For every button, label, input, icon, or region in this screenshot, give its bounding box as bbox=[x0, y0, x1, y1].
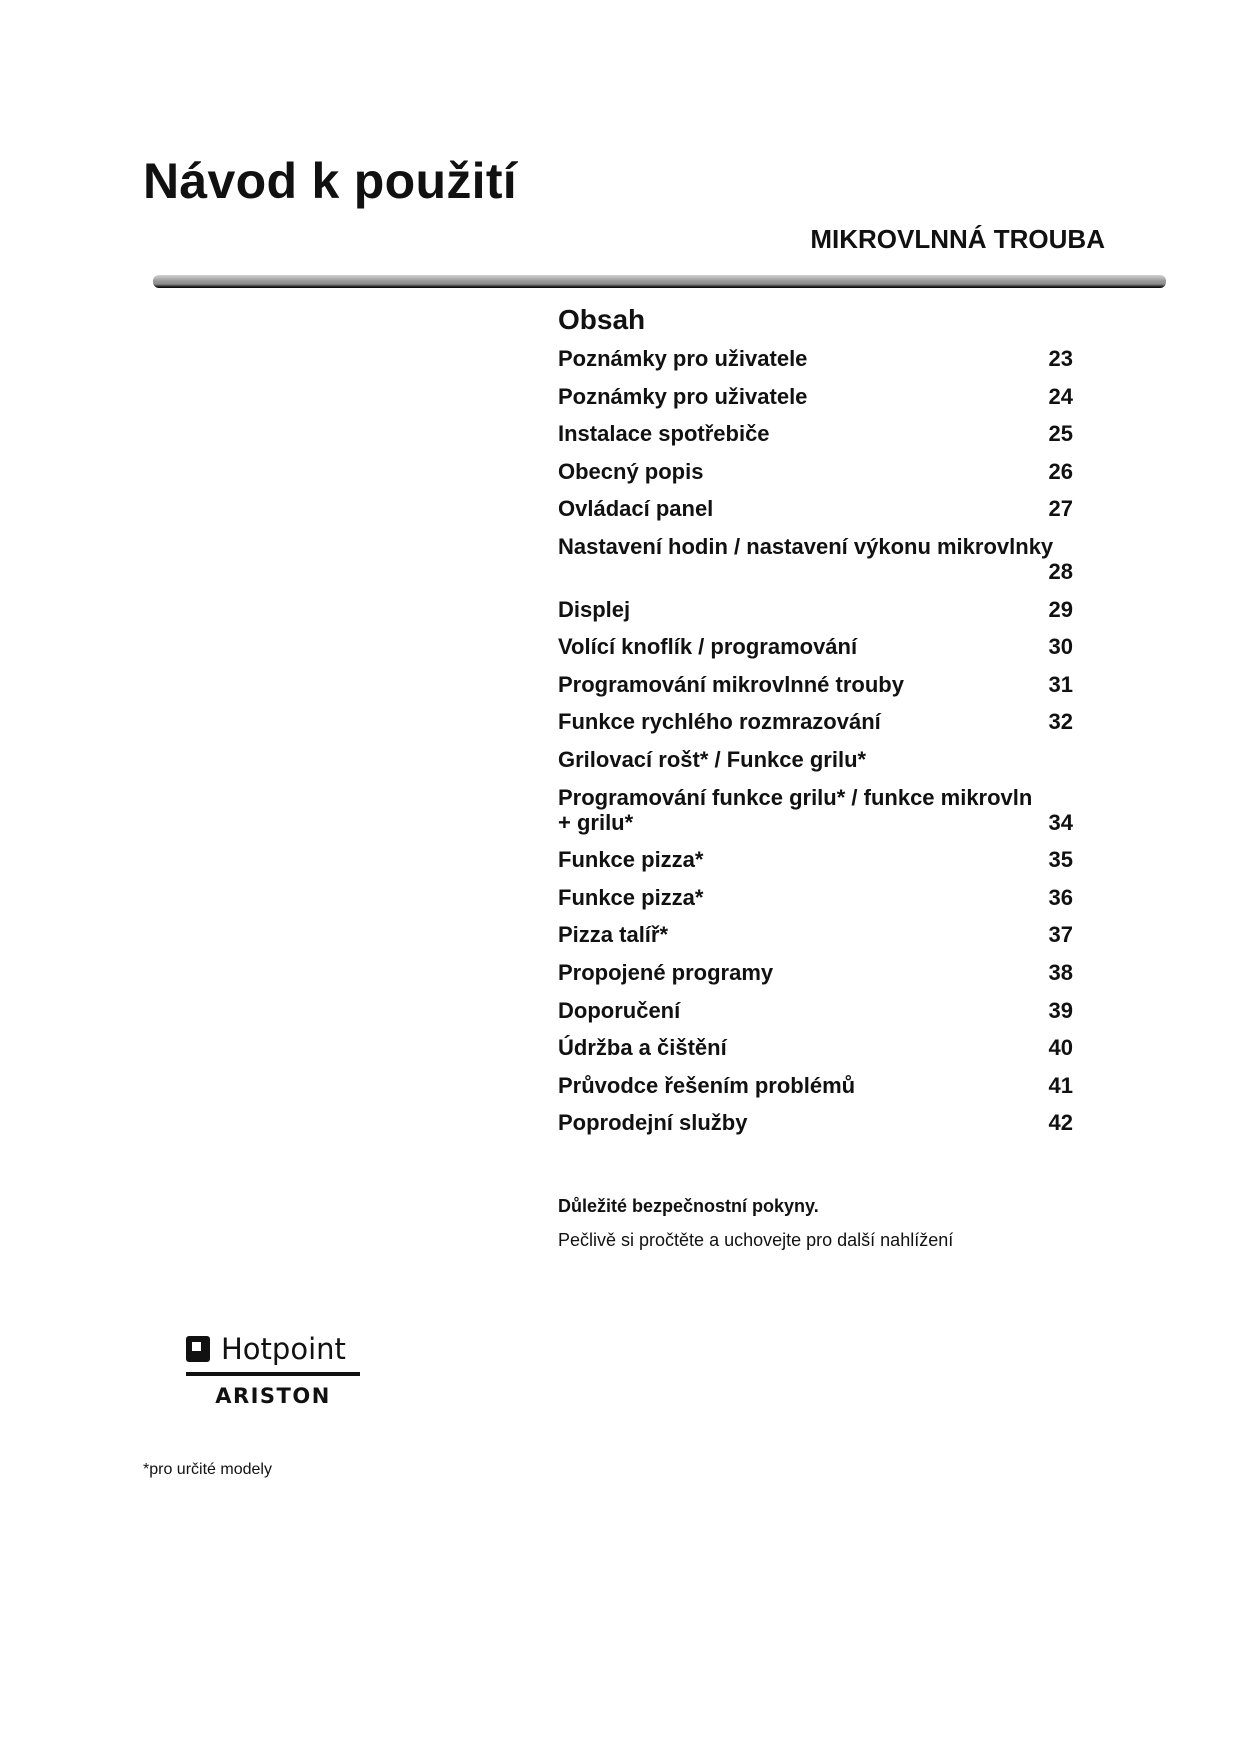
toc-entry-label: Programování mikrovlnné trouby bbox=[558, 671, 904, 697]
toc-entry-label: Poznámky pro uživatele bbox=[558, 383, 808, 409]
logo-brand-text: Hotpoint bbox=[221, 1332, 346, 1366]
toc-entry-label: Displej bbox=[558, 596, 631, 622]
toc-entry[interactable] bbox=[558, 709, 1073, 734]
toc-entry[interactable] bbox=[558, 1035, 1073, 1060]
toc-entry-page: 24 bbox=[1048, 383, 1073, 409]
toc-entry[interactable] bbox=[558, 421, 1073, 446]
toc-entry-page: 38 bbox=[1048, 959, 1073, 985]
toc-entry-page: 39 bbox=[1048, 997, 1073, 1023]
toc-entry-label: Volící knoflík / programování bbox=[558, 634, 858, 660]
toc-entry[interactable] bbox=[558, 922, 1073, 947]
toc-entry[interactable] bbox=[558, 634, 1073, 659]
toc-entry-page: 29 bbox=[1048, 596, 1073, 622]
toc-entry-label: Funkce pizza* bbox=[558, 847, 704, 873]
hotpoint-ariston-logo bbox=[186, 1330, 360, 1408]
toc-entry-label: Grilovací rošt* / Funkce grilu* bbox=[558, 746, 867, 772]
toc-entry[interactable] bbox=[558, 785, 1073, 835]
toc-entry[interactable] bbox=[558, 534, 1073, 584]
toc-entry-page: 40 bbox=[1048, 1035, 1073, 1061]
toc-entry-page: 32 bbox=[1048, 709, 1073, 735]
toc-entry-label: Instalace spotřebiče bbox=[558, 421, 770, 447]
toc-entry[interactable] bbox=[558, 885, 1073, 910]
toc-entry-label: Funkce pizza* bbox=[558, 884, 704, 910]
toc-entry-label: Programování funkce grilu* / funkce mikrovln + grilu* bbox=[558, 784, 1033, 835]
toc-entry-page: 31 bbox=[1048, 671, 1073, 697]
toc-entry-label: Nastavení hodin / nastavení výkonu mikrovlnky bbox=[558, 533, 1054, 559]
toc-entry-page: 28 bbox=[1048, 558, 1073, 584]
header-divider bbox=[153, 275, 1166, 288]
toc-entry[interactable] bbox=[558, 459, 1073, 484]
toc-entry-label: Poprodejní služby bbox=[558, 1110, 748, 1136]
toc-entry-page: 27 bbox=[1048, 496, 1073, 522]
toc-entry-page: 41 bbox=[1048, 1072, 1073, 1098]
toc-heading: Obsah bbox=[558, 304, 646, 335]
toc-entry[interactable] bbox=[558, 960, 1073, 985]
toc-entry[interactable] bbox=[558, 747, 1073, 772]
toc-entry-label: Průvodce řešením problémů bbox=[558, 1072, 856, 1098]
toc-entry-page: 42 bbox=[1048, 1110, 1073, 1136]
toc-entry[interactable] bbox=[558, 672, 1073, 697]
safety-notice-text: Pečlivě si pročtěte a uchovejte pro další nahlížení bbox=[558, 1230, 954, 1250]
toc-entry-label: Údržba a čištění bbox=[558, 1035, 727, 1061]
document-title: Návod k použití bbox=[143, 153, 517, 209]
toc-entry-page: 35 bbox=[1048, 847, 1073, 873]
toc-list bbox=[558, 346, 1073, 1135]
toc-entry-label: Obecný popis bbox=[558, 458, 704, 484]
toc-entry-label: Poznámky pro uživatele bbox=[558, 346, 808, 371]
toc-entry[interactable] bbox=[558, 998, 1073, 1023]
toc-entry[interactable] bbox=[558, 384, 1073, 409]
product-type: MIKROVLNNÁ TROUBA bbox=[810, 224, 1105, 254]
logo-divider bbox=[186, 1372, 360, 1376]
table-of-contents bbox=[558, 304, 1073, 1148]
toc-entry-page: 36 bbox=[1048, 884, 1073, 910]
toc-entry[interactable] bbox=[558, 346, 1073, 371]
toc-entry-label: Doporučení bbox=[558, 997, 681, 1023]
toc-entry-page: 26 bbox=[1048, 458, 1073, 484]
toc-entry[interactable] bbox=[558, 496, 1073, 521]
toc-entry-page: 25 bbox=[1048, 421, 1073, 447]
toc-entry[interactable] bbox=[558, 1110, 1073, 1135]
toc-entry-label: Propojené programy bbox=[558, 959, 774, 985]
safety-notice-title: Důležité bezpečnostní pokyny. bbox=[558, 1196, 819, 1216]
toc-entry-page: 34 bbox=[1048, 809, 1073, 835]
logo-subbrand-text: ARISTON bbox=[215, 1384, 331, 1408]
toc-entry-page: 23 bbox=[1048, 346, 1073, 371]
toc-entry[interactable] bbox=[558, 1073, 1073, 1098]
toc-entry-page: 30 bbox=[1048, 634, 1073, 660]
toc-entry-label: Ovládací panel bbox=[558, 496, 714, 522]
toc-entry-label: Funkce rychlého rozmrazování bbox=[558, 709, 881, 735]
toc-entry[interactable] bbox=[558, 597, 1073, 622]
footnote: *pro určité modely bbox=[143, 1461, 272, 1478]
toc-entry-page: 37 bbox=[1048, 922, 1073, 948]
toc-entry-label: Pizza talíř* bbox=[558, 922, 669, 948]
toc-entry[interactable] bbox=[558, 847, 1073, 872]
